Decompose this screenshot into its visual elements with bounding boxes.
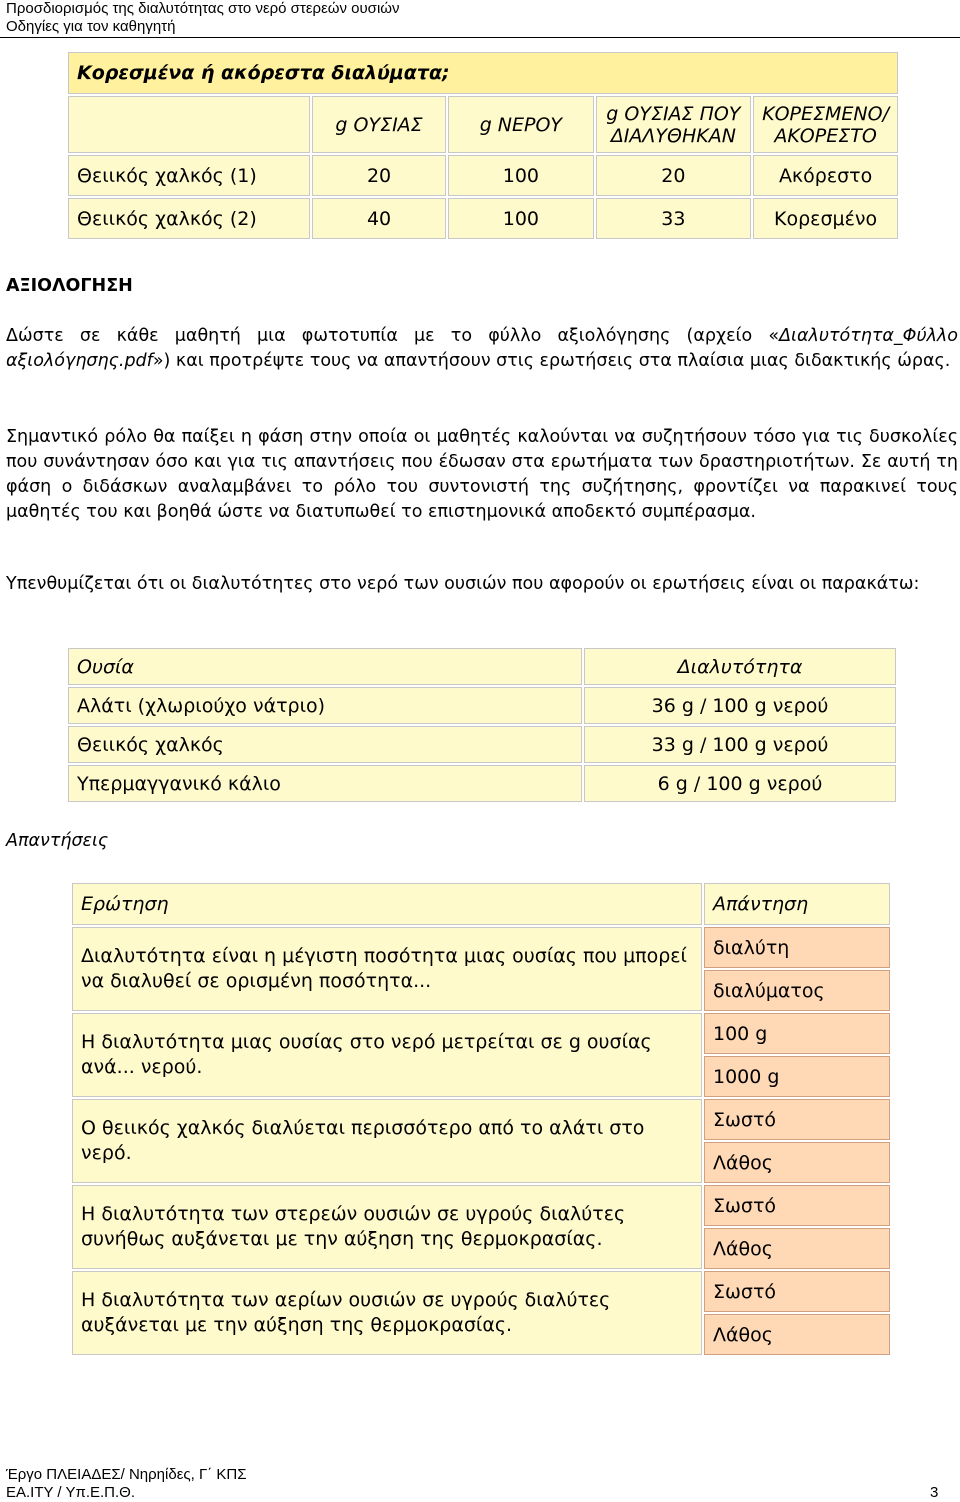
cell: 100 <box>448 155 593 196</box>
table-row <box>68 687 896 724</box>
file-name: Διαλυτότητα_Φύλλο αξιολόγησης.pdf <box>6 326 958 371</box>
paragraph-instructions <box>6 324 958 374</box>
cell: 33 <box>596 198 752 239</box>
header-cell: g ΟΥΣΙΑΣ <box>312 96 446 153</box>
cell: 6 g / 100 g νερού <box>584 765 896 802</box>
header-divider <box>0 37 960 38</box>
solubility-table <box>66 646 898 804</box>
answers-table <box>70 881 892 1357</box>
header-cell <box>68 96 310 153</box>
answer-option: διαλύματος <box>704 970 890 1011</box>
header-subtitle: Οδηγίες για τον καθηγητή <box>6 18 176 35</box>
question-cell: Η διαλυτότητα των στερεών ουσιών σε υγρούς διαλύτες συνήθως αυξάνεται με την αύξηση της θερμοκρασίας. <box>72 1185 702 1269</box>
section-title: ΑΞΙΟΛΟΓΗΣΗ <box>6 276 133 296</box>
header-cell: Απάντηση <box>704 883 890 925</box>
answers-label: Απαντήσεις <box>6 831 109 851</box>
answer-option: διαλύτη <box>704 927 890 968</box>
question-cell: Ο θειικός χαλκός διαλύεται περισσότερο από το αλάτι στο νερό. <box>72 1099 702 1183</box>
cell: 33 g / 100 g νερού <box>584 726 896 763</box>
answer-option: Σωστό <box>704 1271 890 1312</box>
answer-option: Λάθος <box>704 1314 890 1355</box>
cell: Αλάτι (χλωριούχο νάτριο) <box>68 687 582 724</box>
paragraph-reminder: Υπενθυμίζεται ότι οι διαλυτότητες στο νερό των ουσιών που αφορούν οι ερωτήσεις είναι οι παρακάτω: <box>6 574 920 594</box>
cell: Θειικός χαλκός (1) <box>68 155 310 196</box>
header-cell: Ερώτηση <box>72 883 702 925</box>
header-cell: g ΝΕΡΟΥ <box>448 96 593 153</box>
table-header-row <box>72 883 890 925</box>
saturation-table-title: Κορεσμένα ή ακόρεστα διαλύματα; <box>68 52 898 94</box>
header-cell: ΚΟΡΕΣΜΕΝΟ/ ΑΚΟΡΕΣΤΟ <box>753 96 898 153</box>
question-cell: Η διαλυτότητα των αερίων ουσιών σε υγρούς διαλύτες αυξάνεται με την αύξηση της θερμοκρασίας. <box>72 1271 702 1355</box>
answer-option: 1000 g <box>704 1056 890 1097</box>
cell: 100 <box>448 198 593 239</box>
footer-project: Έργο ΠΛΕΙΑΔΕΣ/ Νηρηίδες, Γ΄ ΚΠΣ <box>6 1466 247 1483</box>
question-cell: Η διαλυτότητα μιας ουσίας στο νερό μετρείται σε g ουσίας ανά... νερού. <box>72 1013 702 1097</box>
table-row <box>68 726 896 763</box>
saturation-table <box>66 50 900 241</box>
cell: Ακόρεστο <box>753 155 898 196</box>
header-title: Προσδιορισμός της διαλυτότητας στο νερό στερεών ουσιών <box>6 0 400 17</box>
table-header-row <box>68 648 896 685</box>
question-cell: Διαλυτότητα είναι η μέγιστη ποσότητα μιας ουσίας που μπορεί να διαλυθεί σε ορισμένη ποσότητα... <box>72 927 702 1011</box>
table-header-row <box>68 96 898 153</box>
paragraph-text: Δώστε σε κάθε μαθητή μια φωτοτυπία με το φύλλο αξιολόγησης (αρχείο « <box>6 326 780 346</box>
answer-option: Λάθος <box>704 1142 890 1183</box>
footer-organization: ΕΑ.ΙΤΥ / Υπ.Ε.Π.Θ. <box>6 1484 136 1501</box>
cell: 36 g / 100 g νερού <box>584 687 896 724</box>
paragraph-text: ») και προτρέψτε τους να απαντήσουν στις ερωτήσεις στα πλαίσια μιας διδακτικής ώρας. <box>152 351 951 371</box>
table-row <box>68 155 898 196</box>
answer-option: Σωστό <box>704 1099 890 1140</box>
cell: Θειικός χαλκός (2) <box>68 198 310 239</box>
answer-option: 100 g <box>704 1013 890 1054</box>
page-header <box>6 0 400 36</box>
page-number: 3 <box>930 1484 939 1501</box>
table-row <box>72 1185 890 1226</box>
paragraph-discussion: Σημαντικό ρόλο θα παίξει η φάση στην οποία οι μαθητές καλούνται να συζητήσουν τόσο για τις δυσκολίες που συνάντησαν όσο και για τις απαντήσεις που έδωσαν στα ερωτήματα των δραστηριοτήτων. Σε αυτή τη φάση ο διδάσκων αναλαμβάνει το ρόλο του συντονιστή της συζήτησης, φροντίζει να παρακινεί τους μαθητές του και βοηθά ώστε να διατυπωθεί το επιστημονικά αποδεκτό συμπέρασμα. <box>6 427 958 522</box>
table-row <box>72 1013 890 1054</box>
table-row <box>68 198 898 239</box>
cell: Κορεσμένο <box>753 198 898 239</box>
cell: Θειικός χαλκός <box>68 726 582 763</box>
header-cell: Διαλυτότητα <box>584 648 896 685</box>
table-row <box>72 1099 890 1140</box>
header-cell: Ουσία <box>68 648 582 685</box>
header-cell: g ΟΥΣΙΑΣ ΠΟΥ ΔΙΑΛΥΘΗΚΑΝ <box>596 96 752 153</box>
cell: 20 <box>312 155 446 196</box>
cell: 20 <box>596 155 752 196</box>
table-row <box>72 1271 890 1312</box>
table-row <box>72 927 890 968</box>
answer-option: Σωστό <box>704 1185 890 1226</box>
table-row <box>68 765 896 802</box>
cell: Υπερμαγγανικό κάλιο <box>68 765 582 802</box>
answer-option: Λάθος <box>704 1228 890 1269</box>
cell: 40 <box>312 198 446 239</box>
